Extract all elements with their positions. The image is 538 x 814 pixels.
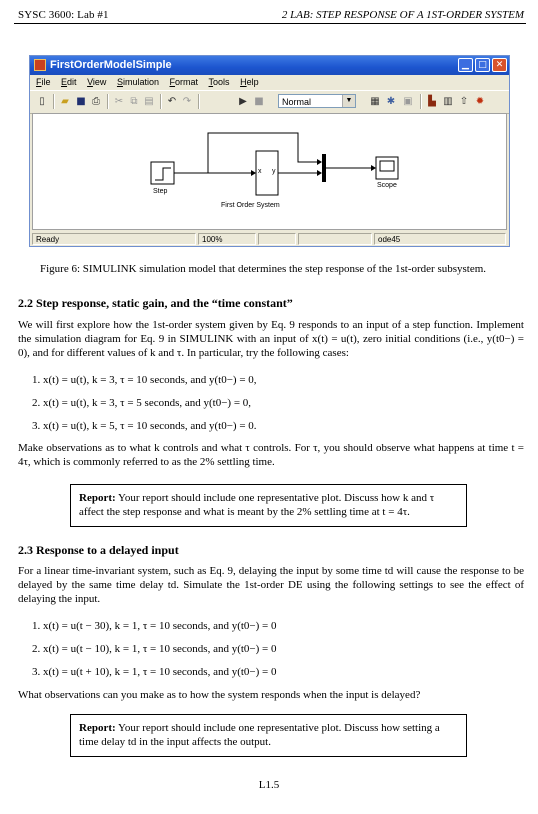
chevron-down-icon[interactable]: ▼ [342,95,355,107]
section-2-2-intro: We will first explore how the 1st-order system given by Eq. 9 responds to an input of a step function. Implement the simulation diagram for Eq. 9 in SIMULINK with an input of x(t) = u(t), zero initial conditions (i.e., y(t0−) = 0), and for different values of k and τ. In particular, try the following cases: [18,319,524,359]
toolbar [30,90,509,114]
input-port-label: x [258,168,262,175]
header-rule [14,23,526,24]
go-to-parent-icon[interactable]: ⇧ [459,96,469,107]
system-label: First Order System [221,202,280,209]
simulation-mode-value: Normal [282,97,312,107]
report-label: Report: [79,492,116,504]
simulink-window [29,55,510,247]
simulation-mode-select[interactable] [278,94,356,108]
section-2-2-observations: Make observations as to what k controls and what τ controls. For τ, you should observe what happens at time t = 4τ, which is commonly referred to as the 2% settling time. [18,442,524,468]
running-header-right: 2 LAB: STEP RESPONSE OF A 1ST-ORDER SYSTEM [281,9,524,21]
zoom-level: 100% [198,233,256,245]
toolbar-separator [420,94,422,109]
print-icon[interactable]: ⎙ [92,96,100,107]
status-cell-empty [298,233,372,245]
menu-view[interactable]: View [87,77,107,87]
list-item: 1. x(t) = u(t − 30), k = 1, τ = 10 seconds, and y(t0−) = 0 [32,620,277,632]
report-text: Your report should include one representative plot. Discuss how k and τ affect the step response and what is meant by the 2% settling time at t = 4τ. [79,492,435,518]
settings-icon[interactable]: ✱ [386,96,396,107]
status-text: Ready [32,233,196,245]
list-item: 3. x(t) = u(t), k = 5, τ = 10 seconds, and y(t0−) = 0. [32,420,257,432]
model-explorer-icon[interactable]: ▥ [443,96,453,107]
arrowhead-icon [317,159,322,165]
menu-file[interactable]: File [36,77,51,87]
scope-label: Scope [377,182,397,189]
minimize-icon[interactable]: ▁ [458,58,473,72]
section-2-3-question: What observations can you make as to how the system responds when the input is delayed? [18,689,421,701]
menu-edit[interactable]: Edit [61,77,77,87]
cut-icon[interactable]: ✂ [114,96,124,107]
list-item: 3. x(t) = u(t + 10), k = 1, τ = 10 seconds, and y(t0−) = 0 [32,666,277,678]
library-browser-icon[interactable]: ▙ [428,96,436,107]
toolbar-separator [160,94,162,109]
arrowhead-icon [371,165,376,171]
report-box-2-2 [70,484,467,527]
open-folder-icon[interactable]: ▰ [61,96,69,107]
redo-icon[interactable]: ↷ [182,96,192,107]
scope-icon [380,161,394,171]
menu-format[interactable]: Format [169,77,199,87]
mux-block[interactable] [322,154,326,182]
save-icon[interactable]: ■ [76,96,86,107]
simulink-app-icon [34,59,46,71]
arrowhead-icon [251,170,256,176]
menu-tools[interactable]: Tools [208,77,230,87]
paste-icon[interactable]: ▤ [144,96,154,107]
menu-simulation[interactable]: Simulation [116,77,159,87]
status-cell-empty [258,233,296,245]
list-item: 2. x(t) = u(t), k = 3, τ = 5 seconds, and y(t0−) = 0, [32,397,252,409]
report-label: Report: [79,722,116,734]
solver-name: ode45 [374,233,506,245]
model-canvas[interactable] [32,113,507,230]
toolbar-separator [198,94,200,109]
play-icon[interactable]: ▶ [239,96,247,107]
refresh-icon[interactable]: ▣ [403,96,413,107]
toolbar-separator [53,94,55,109]
status-bar [30,232,509,247]
section-2-3-heading: 2.3 Response to a delayed input [18,543,179,557]
toolbar-separator [107,94,109,109]
maximize-icon[interactable]: □ [475,58,490,72]
output-port-label: y [272,168,276,175]
step-label: Step [153,188,168,195]
running-header-left: SYSC 3600: Lab #1 [18,9,109,21]
section-2-3-intro: For a linear time-invariant system, such as Eq. 9, delaying the input by some time td will cause the response to be delayed by the same time delay td. Simulate the 1st-order DE using the following settings to see the effect of delaying the input. [18,565,524,605]
page-number: L1.5 [258,779,280,791]
list-item: 1. x(t) = u(t), k = 3, τ = 10 seconds, and y(t0−) = 0, [32,374,257,386]
figure-caption: Figure 6: SIMULINK simulation model that determines the step response of the 1st-order subsystem. [40,263,487,275]
report-box-2-3 [70,714,467,757]
debug-icon[interactable]: ✹ [475,96,485,107]
window-title: FirstOrderModelSimple [50,59,172,71]
build-icon[interactable]: ▦ [370,96,380,107]
block-diagram [33,114,508,229]
window-titlebar[interactable] [30,56,509,75]
new-file-icon[interactable]: ▯ [39,96,45,107]
undo-icon[interactable]: ↶ [167,96,177,107]
arrowhead-icon [317,170,322,176]
menu-help[interactable]: Help [240,77,259,87]
stop-icon[interactable]: ■ [254,96,264,107]
menu-bar [30,75,509,90]
section-2-2-heading: 2.2 Step response, static gain, and the “time constant” [18,296,293,310]
list-item: 2. x(t) = u(t − 10), k = 1, τ = 10 seconds, and y(t0−) = 0 [32,643,277,655]
report-text: Your report should include one representative plot. Discuss how setting a time delay td in the input affects the output. [79,722,440,748]
copy-icon[interactable]: ⧉ [130,96,138,107]
close-icon[interactable]: ✕ [492,58,507,72]
